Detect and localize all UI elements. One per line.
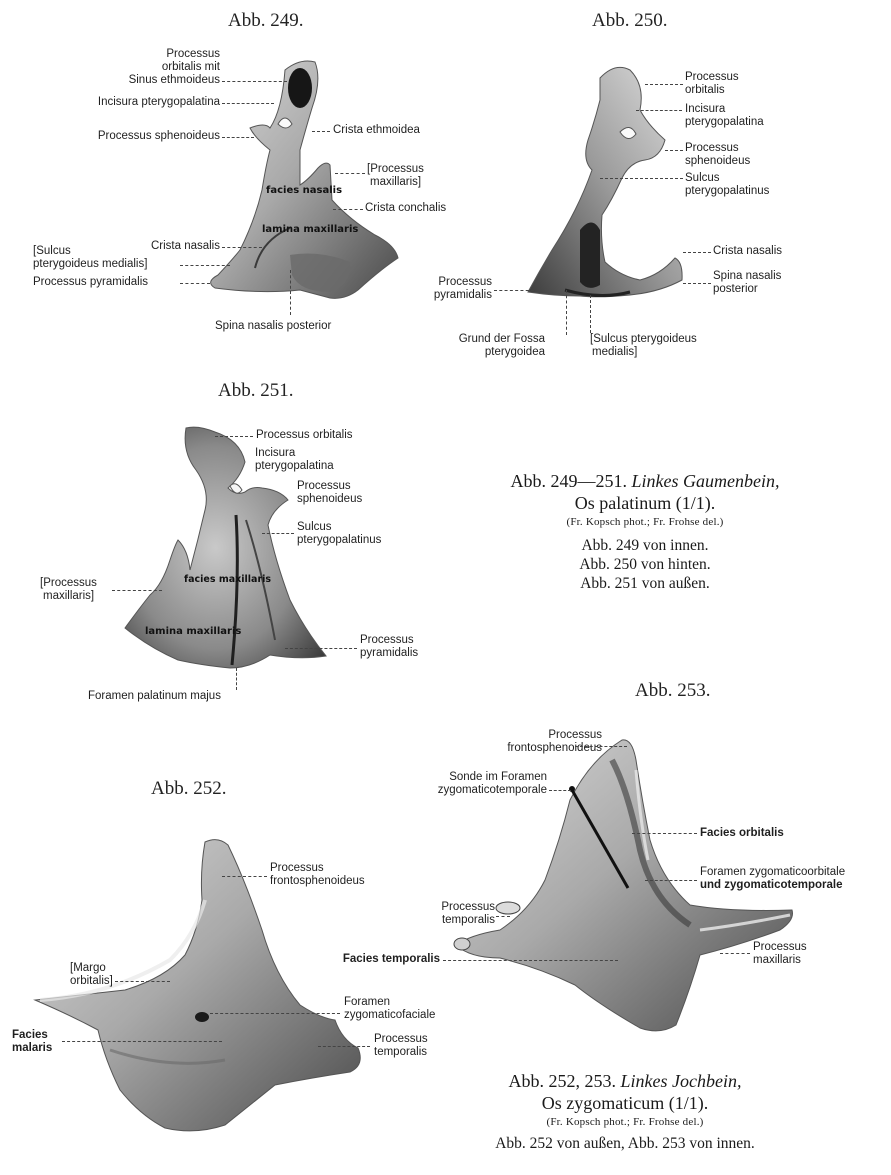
figure-251-lamina-text: lamina maxillaris [145, 626, 242, 637]
label-249-maxillaris-l1: [Processus [367, 163, 424, 175]
caption-palatinum-title: Linkes Gaumenbein, [631, 471, 780, 491]
label-249-sulcus-l2: pterygoideus medialis] [33, 258, 148, 270]
label-250-sphenoideus-l2: sphenoideus [685, 155, 751, 167]
figure-252-title: Abb. 252. [151, 778, 227, 799]
label-251-maxillaris-l1: [Processus [40, 577, 97, 589]
leader-252-facies [62, 1041, 222, 1042]
label-252-facies-l1: Facies [12, 1029, 48, 1041]
figure-249-title: Abb. 249. [228, 10, 304, 31]
label-251-sphenoideus-l2: sphenoideus [297, 493, 363, 505]
caption-palatinum-view3: Abb. 251 von außen. [580, 575, 710, 592]
label-250-pyramidalis-l1: Processus [438, 276, 492, 288]
label-253-frontosph-l1: Processus [548, 729, 602, 741]
label-250-sulcus-l2: pterygopalatinus [685, 185, 770, 197]
label-252-facies-l2: malaris [12, 1042, 53, 1054]
label-253-sonde-l2: zygomaticotemporale [437, 784, 547, 796]
label-249-pyramidalis: Processus pyramidalis [33, 276, 149, 288]
label-253-frontosph-l2: frontosphenoideus [507, 742, 602, 754]
figure-251-facies-maxillaris-text: facies maxillaris [184, 574, 272, 585]
label-253-foramen-l2: und zygomaticotemporale [700, 879, 843, 891]
label-249-crista-nasalis: Crista nasalis [150, 240, 220, 252]
label-253-facies-orbitalis: Facies orbitalis [700, 827, 784, 839]
caption-palatinum-subtitle: Os palatinum (1/1). [574, 493, 716, 513]
leader-252-foramen [210, 1013, 340, 1014]
caption-palatinum-credit: (Fr. Kopsch phot.; Fr. Frohse del.) [566, 516, 724, 528]
figure-249-facies-nasalis-text: facies nasalis [266, 185, 343, 196]
label-251-maxillaris-l2: maxillaris] [43, 590, 95, 602]
caption-zygomaticum-range: Abb. 252, 253. [508, 1071, 617, 1091]
label-253-maxillaris-l1: Processus [753, 941, 807, 953]
label-251-sphenoideus-l1: Processus [297, 480, 351, 492]
caption-palatinum-view2: Abb. 250 von hinten. [579, 556, 711, 573]
figure-253-title: Abb. 253. [635, 680, 711, 701]
figure-251-title: Abb. 251. [218, 380, 294, 401]
label-249-orbitalis-l3: Sinus ethmoideus [128, 74, 220, 86]
label-253-maxillaris-l2: maxillaris [753, 954, 801, 966]
caption-palatinum-range: Abb. 249—251. [510, 471, 627, 491]
label-251-incisura-l1: Incisura [255, 447, 296, 459]
label-251-pyramidalis-l2: pyramidalis [360, 647, 419, 659]
label-250-grund-l1: Grund der Fossa [458, 333, 545, 345]
label-250-sulcus-l1: Sulcus [685, 172, 720, 184]
caption-zygomaticum-views: Abb. 252 von außen, Abb. 253 von innen. [495, 1135, 755, 1152]
label-249-orbitalis-l1: Processus [166, 48, 220, 60]
label-252-temporalis-l1: Processus [374, 1033, 428, 1045]
figure-249-lamina-text: lamina maxillaris [262, 224, 359, 235]
label-252-foramen-l2: zygomaticofaciale [344, 1009, 436, 1021]
label-249-incisura: Incisura pterygopalatina [97, 96, 220, 108]
label-250-crista-nasalis: Crista nasalis [713, 245, 783, 257]
label-251-sulcus-l2: pterygopalatinus [297, 534, 382, 546]
label-253-sonde-l1: Sonde im Foramen [449, 771, 547, 783]
label-249-sphenoideus: Processus sphenoideus [97, 130, 220, 142]
label-251-sulcus-l1: Sulcus [297, 521, 332, 533]
caption-palatinum-view1: Abb. 249 von innen. [581, 537, 709, 554]
label-249-maxillaris-l2: maxillaris] [370, 176, 422, 188]
label-250-sulcus-med-l2: medialis] [592, 346, 638, 358]
label-250-orbitalis-l1: Processus [685, 71, 739, 83]
label-249-spina: Spina nasalis posterior [215, 320, 332, 332]
label-250-incisura-l2: pterygopalatina [685, 116, 764, 128]
leader-252-temporalis [318, 1046, 370, 1047]
caption-zygomaticum-title: Linkes Jochbein, [620, 1071, 742, 1091]
label-251-foramen: Foramen palatinum majus [88, 690, 221, 702]
label-250-sphenoideus-l1: Processus [685, 142, 739, 154]
label-250-pyramidalis-l2: pyramidalis [433, 289, 492, 301]
label-253-temporalis-l1: Processus [441, 901, 495, 913]
label-250-orbitalis-l2: orbitalis [685, 84, 725, 96]
label-253-facies-temporalis: Facies temporalis [342, 953, 440, 965]
label-249-crista-conchalis: Crista conchalis [365, 202, 447, 214]
leader-252-frontosph [222, 876, 267, 877]
label-249-orbitalis-l2: orbitalis mit [161, 61, 220, 73]
label-252-temporalis-l2: temporalis [374, 1046, 428, 1058]
label-251-incisura-l2: pterygopalatina [255, 460, 334, 472]
label-252-frontosph-l1: Processus [270, 862, 324, 874]
label-252-margo-l1: [Margo [70, 962, 106, 974]
label-250-incisura-l1: Incisura [685, 103, 726, 115]
caption-zygomaticum-credit: (Fr. Kopsch phot.; Fr. Frohse del.) [546, 1116, 704, 1128]
label-253-foramen-l1: Foramen zygomaticoorbitale [700, 866, 846, 878]
label-250-grund-l2: pterygoidea [484, 346, 545, 358]
label-252-foramen-l1: Foramen [344, 996, 391, 1008]
figure-250-title: Abb. 250. [592, 10, 668, 31]
label-252-margo-l2: orbitalis] [70, 975, 113, 987]
label-251-pyramidalis-l1: Processus [360, 634, 414, 646]
caption-zygomaticum [440, 1070, 810, 1153]
label-253-temporalis-l2: temporalis [441, 914, 495, 926]
label-249-crista-ethmoidea: Crista ethmoidea [333, 124, 420, 136]
caption-zygomaticum-subtitle: Os zygomaticum (1/1). [541, 1093, 709, 1113]
leader-252-margo [115, 981, 170, 982]
label-250-spina-l1: Spina nasalis [713, 270, 782, 282]
label-250-sulcus-med-l1: [Sulcus pterygoideus [590, 333, 697, 345]
label-249-sulcus-l1: [Sulcus [33, 245, 71, 257]
label-251-orbitalis: Processus orbitalis [256, 429, 353, 441]
label-252-frontosph-l2: frontosphenoideus [270, 875, 365, 887]
label-250-spina-l2: posterior [713, 283, 758, 295]
